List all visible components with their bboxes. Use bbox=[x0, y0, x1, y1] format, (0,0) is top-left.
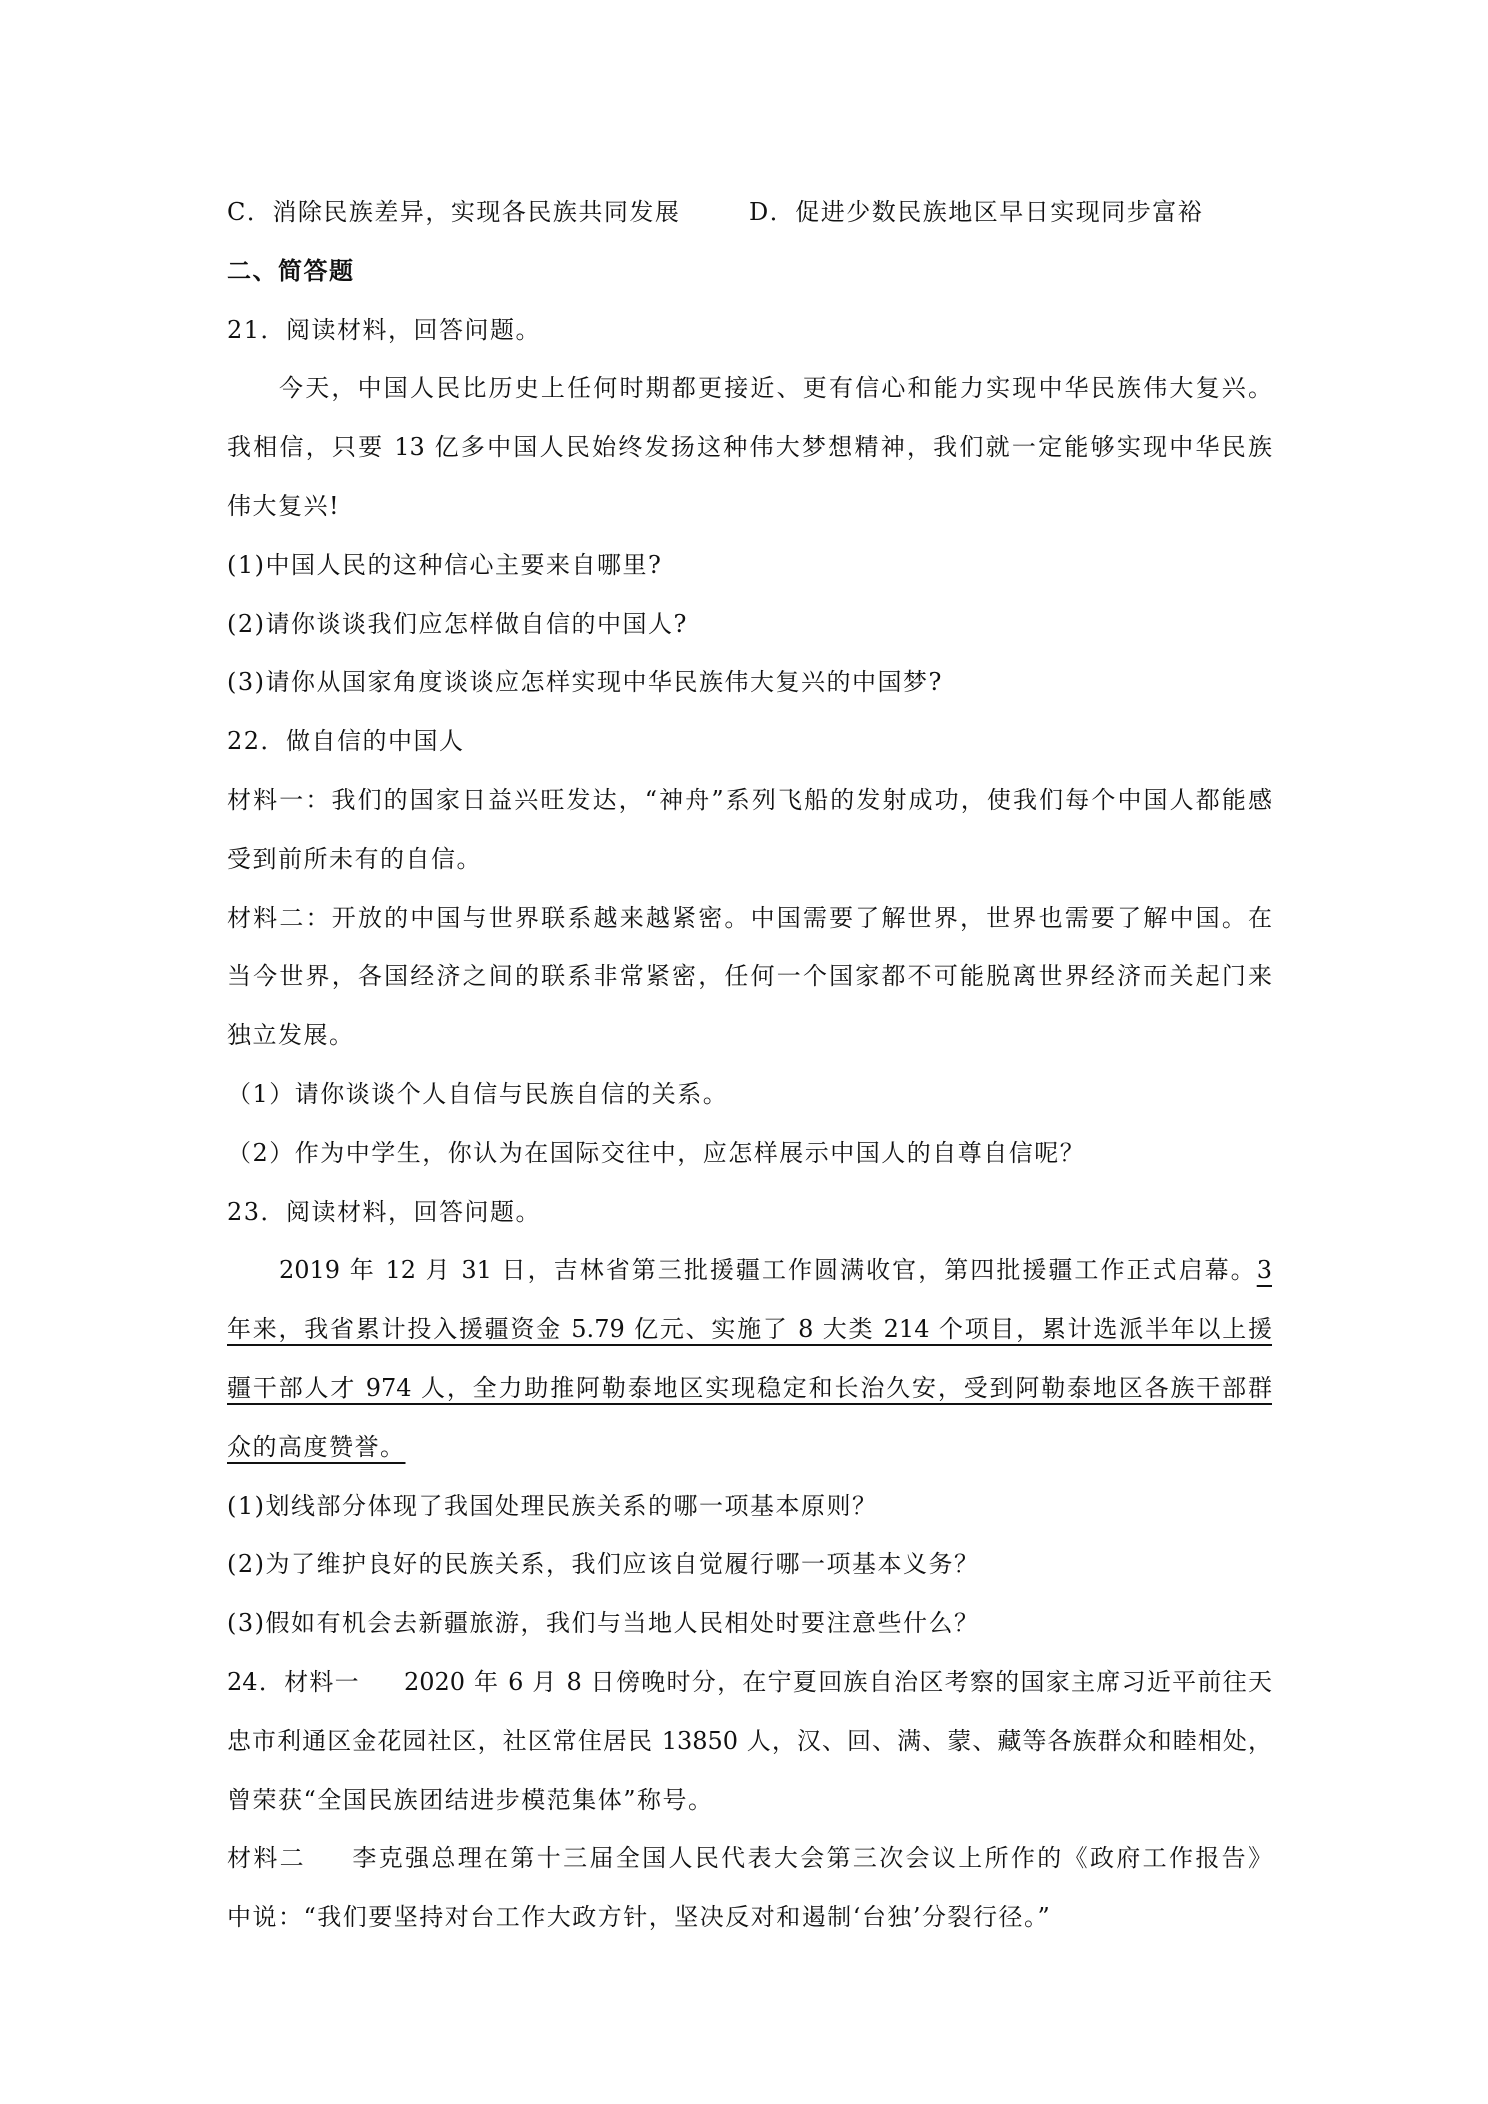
sub-question: （1）请你谈谈个人自信与民族自信的关系。 bbox=[227, 1079, 729, 1108]
question-23 bbox=[227, 1183, 1272, 1653]
question-21 bbox=[227, 301, 1272, 713]
material-line: 今天，中国人民比历史上任何时期都更接近、更有信心和能力实现中华民族伟大复兴。 bbox=[279, 374, 1272, 403]
sub-question: （2）作为中学生，你认为在国际交往中，应怎样展示中国人的自尊自信呢？ bbox=[227, 1138, 1086, 1167]
question-title: 21．阅读材料，回答问题。 bbox=[227, 315, 542, 344]
underlined-text: 年来，我省累计投入援疆资金 5.79 亿元、实施了 8 大类 214 个项目，累计选派半年以上援 bbox=[227, 1315, 1272, 1344]
material-label: 材料一 bbox=[284, 1667, 360, 1696]
question-22 bbox=[227, 712, 1272, 1182]
sub-question: (1)划线部分体现了我国处理民族关系的哪一项基本原则？ bbox=[227, 1491, 878, 1520]
multiple-choice-options-row bbox=[227, 183, 1272, 242]
page-content bbox=[227, 183, 1272, 1947]
underlined-text: 疆干部人才 974 人，全力助推阿勒泰地区实现稳定和长治久安，受到阿勒泰地区各族干部群 bbox=[227, 1373, 1272, 1402]
material-label: 材料一： bbox=[227, 785, 332, 814]
material-text: 李克强总理在第十三届全国人民代表大会第三次会议上所作的《政府工作报告》 bbox=[350, 1844, 1272, 1873]
underlined-text: 3 bbox=[1256, 1256, 1272, 1285]
question-number: 24． bbox=[227, 1667, 285, 1696]
section-heading: 二、简答题 bbox=[227, 255, 355, 285]
material-text: 我们的国家日益兴旺发达，“神舟”系列飞船的发射成功，使我们每个中国人都能感 bbox=[331, 785, 1272, 814]
material-line: 伟大复兴! bbox=[227, 491, 341, 520]
material-label: 材料二： bbox=[227, 903, 332, 932]
material-line bbox=[227, 771, 1272, 830]
option-c: C．消除民族差异，实现各民族共同发展 bbox=[227, 198, 681, 226]
material-line bbox=[227, 1829, 1272, 1888]
material-line: 曾荣获“全国民族团结进步模范集体”称号。 bbox=[227, 1785, 714, 1814]
option-d: D．促进少数民族地区早日实现同步富裕 bbox=[749, 198, 1204, 226]
question-title: 22．做自信的中国人 bbox=[227, 727, 465, 756]
sub-question: (1)中国人民的这种信心主要来自哪里? bbox=[227, 550, 663, 579]
material-line bbox=[227, 889, 1272, 948]
material-line: 中说：“我们要坚持对台工作大政方针，坚决反对和遏制‘台独’分裂行径。” bbox=[227, 1903, 1052, 1932]
question-24 bbox=[227, 1653, 1272, 1947]
material-line: 受到前所未有的自信。 bbox=[227, 844, 482, 873]
material-line bbox=[227, 1418, 1272, 1477]
material-line bbox=[227, 1241, 1272, 1300]
material-text: 开放的中国与世界联系越来越紧密。中国需要了解世界，世界也需要了解中国。在 bbox=[331, 903, 1272, 932]
material-line bbox=[227, 1653, 1272, 1712]
material-label: 材料二 bbox=[227, 1844, 307, 1873]
material-line: 当今世界，各国经济之间的联系非常紧密，任何一个国家都不可能脱离世界经济而关起门来 bbox=[227, 962, 1272, 991]
material-line: 我相信，只要 13 亿多中国人民始终发扬这种伟大梦想精神，我们就一定能够实现中华民族 bbox=[227, 433, 1272, 462]
underlined-text: 众的高度赞誉。 bbox=[227, 1432, 406, 1461]
sub-question: (3)假如有机会去新疆旅游，我们与当地人民相处时要注意些什么？ bbox=[227, 1609, 980, 1638]
material-line bbox=[227, 1300, 1272, 1359]
material-text: 2019 年 12 月 31 日，吉林省第三批援疆工作圆满收官，第四批援疆工作正式启幕。 bbox=[279, 1256, 1257, 1285]
material-line: 独立发展。 bbox=[227, 1021, 355, 1050]
sub-question: (2)为了维护良好的民族关系，我们应该自觉履行哪一项基本义务？ bbox=[227, 1550, 980, 1579]
sub-question: (2)请你谈谈我们应怎样做自信的中国人? bbox=[227, 609, 688, 638]
material-line: 忠市利通区金花园社区，社区常住居民 13850 人，汉、回、满、蒙、藏等各族群众和睦相处， bbox=[227, 1726, 1272, 1755]
sub-question: (3)请你从国家角度谈谈应怎样实现中华民族伟大复兴的中国梦? bbox=[227, 668, 943, 697]
question-title: 23．阅读材料，回答问题。 bbox=[227, 1197, 542, 1226]
material-line bbox=[227, 1359, 1272, 1418]
material-text: 2020 年 6 月 8 日傍晚时分，在宁夏回族自治区考察的国家主席习近平前往天 bbox=[403, 1667, 1272, 1696]
